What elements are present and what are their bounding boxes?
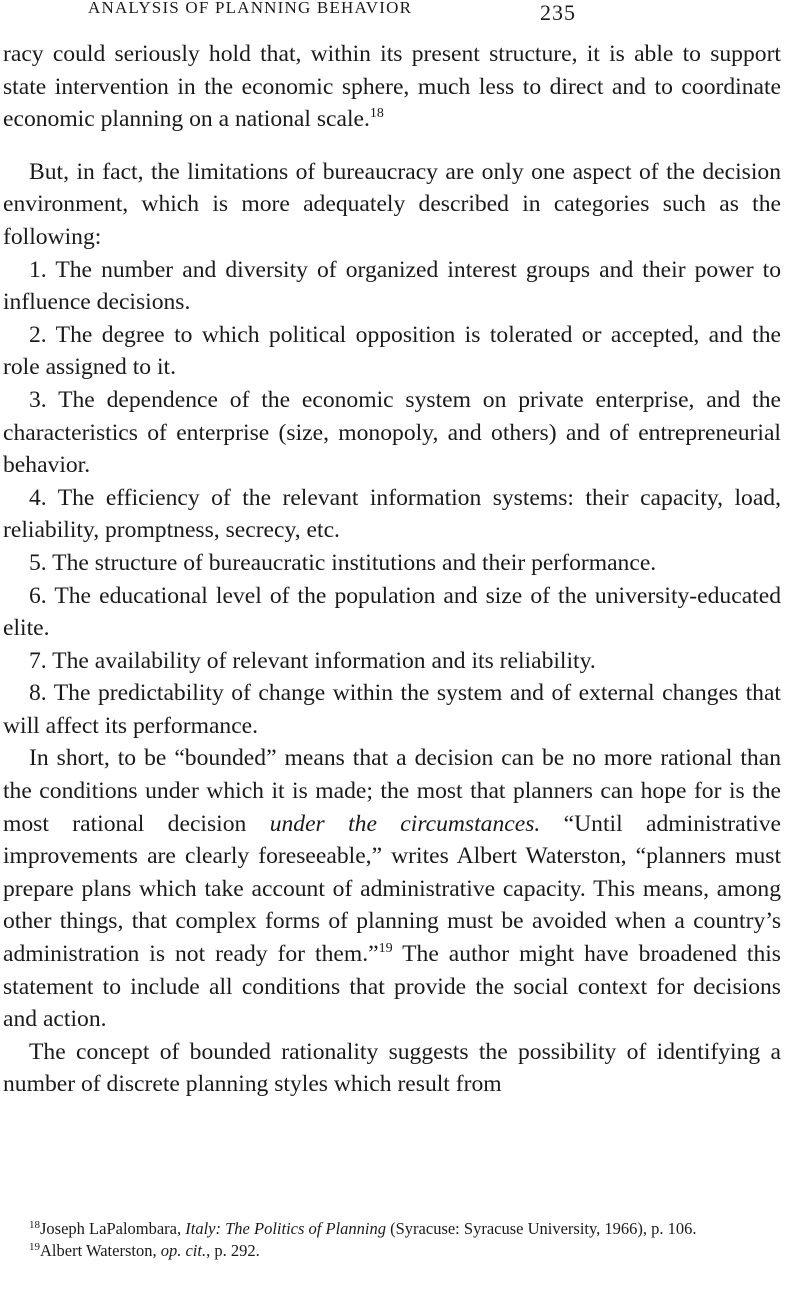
page-number: 235 — [540, 0, 576, 25]
list-item-5: 5. The structure of bureaucratic institutions and their performance. — [29, 549, 657, 576]
list-item-2: 2. The degree to which political opposition is tolerated or accepted, and the role assigned to it. — [3, 321, 781, 381]
footnote-18: $^{18}$Joseph LaPalombara, Italy: The Politics of Planning (Syracuse: Syracuse University, 1966), p. 106. — [29, 1219, 697, 1238]
footnote-19: $^{19}$Albert Waterston, op. cit., p. 292. — [29, 1241, 260, 1260]
running-head — [88, 0, 785, 26]
footnotes — [3, 1218, 783, 1262]
body-text — [3, 38, 781, 1101]
emphasis-circumstances: under the circumstances. — [269, 810, 541, 837]
running-title: ANALYSIS OF PLANNING BEHAVIOR — [88, 0, 413, 17]
footnote-ref-19: 19 — [378, 941, 393, 957]
footnote-ref-18: 18 — [369, 106, 384, 122]
list-item-6: 6. The educational level of the population and size of the university-educated elite. — [3, 582, 781, 642]
list-item-3: 3. The dependence of the economic system on private enterprise, and the characteristics of enterprise (size, monopoly, and others) and of entrepreneurial behavior. — [3, 386, 781, 479]
list-item-4: 4. The efficiency of the relevant information systems: their capacity, load, reliability, promptness, secrecy, etc. — [3, 484, 781, 544]
list-item-1: 1. The number and diversity of organized interest groups and their power to influence decisions. — [3, 256, 781, 316]
paragraph-planning-styles: The concept of bounded rationality suggests the possibility of identifying a number of discrete planning styles which result from — [3, 1038, 781, 1098]
paragraph-continuation: racy could seriously hold that, within its present structure, it is able to support state intervention in the economic sphere, much less to direct and to coordinate economic planning on a national scale.$^{18}$ — [3, 41, 781, 133]
list-item-7: 7. The availability of relevant information and its reliability. — [29, 647, 596, 674]
paragraph-decision-environment: But, in fact, the limitations of bureaucracy are only one aspect of the decision environment, which is more adequately described in categories such as the following: — [3, 158, 781, 250]
paragraph-bounded: In short, to be “bounded” means that a decision can be no more rational than the conditions under which it is made; the most that planners can hope for is the most rational decision under the circumstances. “Until administrative improvements are clearly foreseeable,” writes Albert Waterston, “planners must prepare plans which take account of administrative capacity. This means, among other things, that complex forms of planning must be avoided when a country’s administration is not ready for them.”$^{19}$ The author might have broadened this statement to include all conditions that provide the social context for decisions and action. — [3, 745, 781, 1033]
list-item-8: 8. The predictability of change within the system and of external changes that will affect its performance. — [3, 680, 781, 739]
